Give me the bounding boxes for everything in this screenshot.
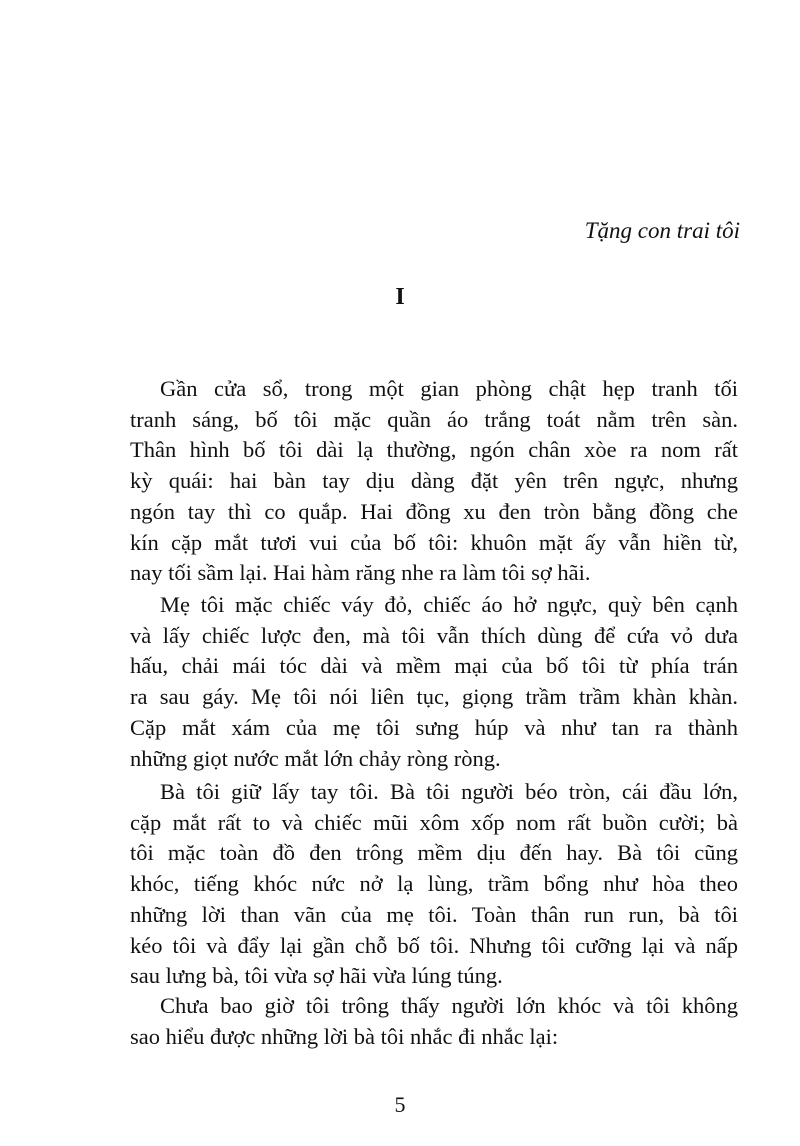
page-number: 5: [394, 1092, 406, 1117]
chapter-heading: I: [395, 284, 405, 310]
text-line: ngón tay thì co quắp. Hai đồng xu đen tròn bằng đồng che: [130, 498, 738, 524]
text-line: và lấy chiếc lược đen, mà tôi vẫn thích dùng để cứa vỏ dưa: [130, 622, 738, 648]
text-line: Cặp mắt xám của mẹ tôi sưng húp và như tan ra thành: [130, 714, 738, 740]
text-line: những giọt nước mắt lớn chảy ròng ròng.: [130, 745, 501, 771]
dedication: Tặng con trai tôi: [584, 218, 740, 243]
text-line: sau lưng bà, tôi vừa sợ hãi vừa lúng túng.: [130, 963, 503, 989]
text-line: Bà tôi giữ lấy tay tôi. Bà tôi người béo tròn, cái đầu lớn,: [160, 779, 738, 804]
text-line: ra sau gáy. Mẹ tôi nói liên tục, giọng trầm trầm khàn khàn.: [130, 684, 738, 710]
text-line: những lời than vãn của mẹ tôi. Toàn thân run run, bà tôi: [130, 901, 738, 927]
text-line: kỳ quái: hai bàn tay dịu dàng đặt yên trên ngực, nhưng: [130, 468, 738, 494]
text-line: cặp mắt rất to và chiếc mũi xôm xốp nom rất buồn cười; bà: [130, 809, 738, 835]
paragraph: [130, 590, 738, 774]
text-line: nay tối sầm lại. Hai hàm răng nhe ra làm tôi sợ hãi.: [130, 560, 591, 586]
text-line: Chưa bao giờ tôi trông thấy người lớn khóc và tôi không: [160, 993, 738, 1018]
text-line: Gần cửa sổ, trong một gian phòng chật hẹp tranh tối: [160, 376, 738, 401]
text-line: kín cặp mắt tươi vui của bố tôi: khuôn mặt ấy vẫn hiền từ,: [130, 529, 738, 555]
text-line: sao hiểu được những lời bà tôi nhắc đi nhắc lại:: [130, 1023, 559, 1049]
text-line: Mẹ tôi mặc chiếc váy đỏ, chiếc áo hở ngực, quỳ bên cạnh: [160, 592, 738, 617]
text-line: Thân hình bố tôi dài lạ thường, ngón chân xòe ra nom rất: [130, 437, 738, 463]
paragraph: [130, 991, 738, 1052]
paragraph: [130, 374, 738, 589]
text-line: kéo tôi và đẩy lại gần chỗ bố tôi. Nhưng tôi cưỡng lại và nấp: [130, 932, 738, 958]
text-line: tôi mặc toàn đồ đen trông mềm dịu đến hay. Bà tôi cũng: [130, 840, 738, 866]
text-line: khóc, tiếng khóc nức nở lạ lùng, trầm bổng như hòa theo: [130, 871, 738, 897]
paragraph: [130, 777, 738, 992]
text-line: hấu, chải mái tóc dài và mềm mại của bố tôi từ phía trán: [130, 653, 738, 679]
text-line: tranh sáng, bố tôi mặc quần áo trắng toát nằm trên sàn.: [130, 406, 738, 432]
